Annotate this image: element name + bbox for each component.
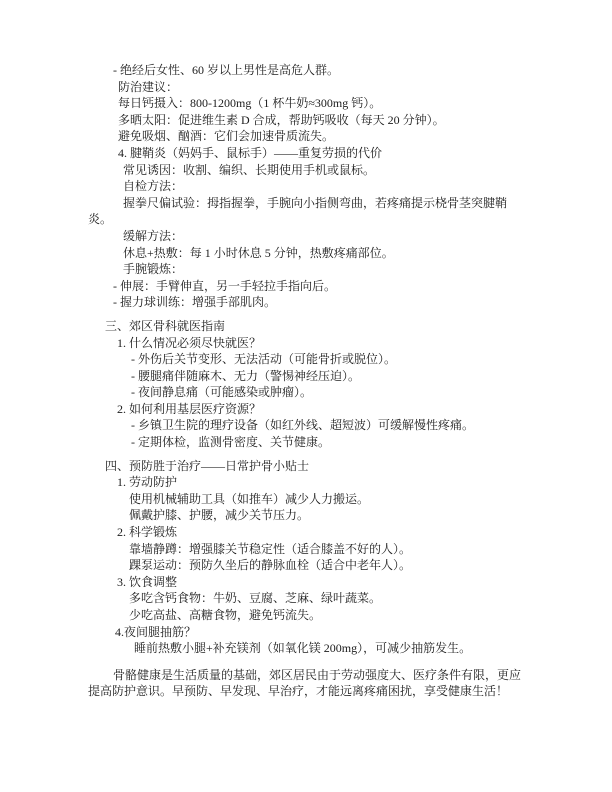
- list-item-dash: - 乡镇卫生院的理疗设备（如红外线、超短波）可缓解慢性疼痛。: [131, 418, 474, 433]
- doc-line: 握拳尺偏试验：拇指握拳，手腕向小指侧弯曲，若疼痛提示桡骨茎突腱鞘: [123, 195, 508, 210]
- list-item-dash: - 绝经后女性、60 岁以上男性是高危人群。: [113, 63, 339, 77]
- doc-line: 佩戴护膝、护腰，减少关节压力。: [129, 508, 310, 523]
- section-gap: [88, 657, 558, 667]
- list-item-dash: - 腰腿痛伴随麻木、无力（警惕神经压迫）。: [131, 368, 360, 383]
- doc-line: 使用机械辅助工具（如推车）减少人力搬运。: [129, 491, 370, 506]
- doc-line: 少吃高盐、高糖食物，避免钙流失。: [129, 608, 322, 622]
- doc-line: 靠墙静蹲：增强膝关节稳定性（适合膝盖不好的人）。: [129, 541, 412, 556]
- doc-line: 多吃含钙食物：牛奶、豆腐、芝麻、绿叶蔬菜。: [129, 591, 382, 606]
- section-gap: [88, 451, 558, 458]
- list-item-dash: - 定期体检，监测骨密度、关节健康。: [131, 435, 330, 450]
- numbered-item: 3. 饮食调整: [117, 574, 178, 589]
- doc-line: 缓解方法：: [123, 228, 184, 243]
- doc-line: 自检方法：: [123, 179, 184, 194]
- doc-line: 休息+热敷：每 1 小时休息 5 分钟，热敷疼痛部位。: [123, 245, 394, 260]
- list-item-dash: - 夜间静息痛（可能感染或肿瘤）。: [131, 385, 312, 400]
- doc-line: 防治建议：: [118, 79, 179, 94]
- section-gap: [88, 311, 558, 318]
- section-three-medical-guide: [88, 318, 558, 451]
- doc-line: 睡前热敷小腿+补充镁剂（如氧化镁 200mg），可减少抽筋发生。: [134, 641, 472, 656]
- numbered-item: 2. 科学锻炼: [117, 525, 178, 540]
- doc-line: 避免吸烟、酗酒：它们会加速骨质流失。: [118, 129, 335, 144]
- numbered-item: 2. 如何利用基层医疗资源？: [117, 401, 262, 416]
- numbered-item: 4. 腱鞘炎（妈妈手、鼠标手）——重复劳损的代价: [118, 145, 383, 160]
- numbered-item: 4.夜间腿抽筋？: [115, 624, 197, 639]
- section-heading: 四、预防胜于治疗——日常护骨小贴士: [105, 458, 310, 473]
- doc-line: 常见诱因：收割、编织、长期使用手机或鼠标。: [123, 162, 376, 177]
- list-item-dash: - 外伤后关节变形、无法活动（可能骨折或脱位）。: [131, 352, 396, 367]
- section-four-prevention-tips: [88, 458, 558, 657]
- document-content: [88, 62, 558, 700]
- list-item-dash: - 握力球训练：增强手部肌肉。: [113, 295, 276, 310]
- doc-line: 手腕锻炼：: [123, 262, 184, 277]
- list-item-dash: - 伸展：手臂伸直，另一手轻拉手指向后。: [113, 278, 336, 293]
- closing-paragraph: [88, 667, 558, 700]
- numbered-item: 1. 什么情况必须尽快就医？: [117, 335, 262, 350]
- doc-line: 多晒太阳：促进维生素 D 合成，帮助钙吸收（每天 20 分钟）。: [118, 112, 445, 127]
- section-heading: 三、郊区骨科就医指南: [105, 318, 226, 333]
- doc-line: 每日钙摄入：800-1200mg（1 杯牛奶≈300mg 钙）。: [118, 96, 382, 111]
- section-risk-and-tenosynovitis: [88, 62, 558, 311]
- paragraph-line: 提高防护意识。早预防、早发现、早治疗，才能远离疼痛困扰，享受健康生活！: [88, 684, 509, 699]
- doc-line: 踝泵运动：预防久坐后的静脉血栓（适合中老年人）。: [129, 558, 412, 573]
- paragraph-line: 骨骼健康是生活质量的基础，郊区居民由于劳动强度大、医疗条件有限，更应: [113, 667, 522, 682]
- numbered-item: 1. 劳动防护: [117, 475, 178, 490]
- doc-line-wrap: 炎。: [88, 212, 113, 227]
